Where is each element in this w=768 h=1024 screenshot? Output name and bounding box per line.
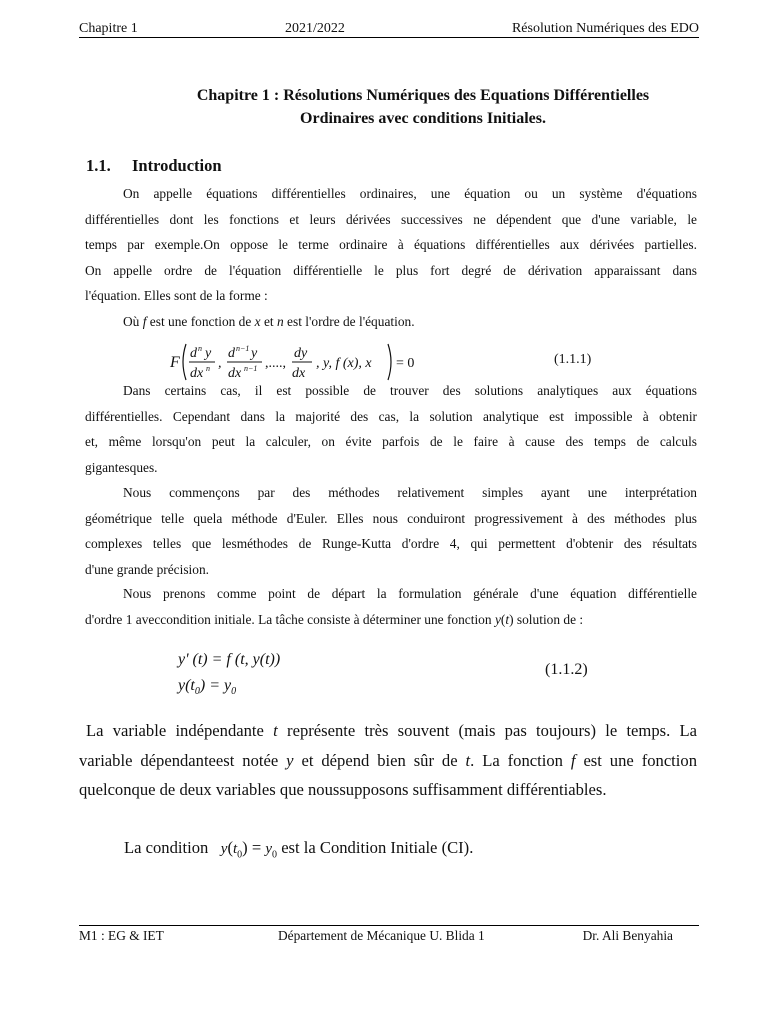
equation-2-line2: $y(t_0) = y_0$: [178, 677, 237, 698]
paragraph-analytic: [85, 378, 697, 480]
svg-text:n−1: n−1: [236, 344, 250, 353]
footer-author: Dr. Ali Benyahia: [582, 928, 673, 943]
chapter-title: [79, 84, 767, 130]
text-line: gigantesques.: [85, 459, 158, 475]
paragraph-variables: [79, 716, 697, 805]
text-line: Où f est une fonction de x et n est l'ordre de l'équation.: [123, 314, 415, 329]
svg-text:= 0: = 0: [396, 356, 415, 371]
svg-text:y: y: [205, 346, 212, 361]
text-line: complexes telles que lesméthodes de Runge-Kutta d'ordre 4, qui permettent d'obtenir des résultats: [85, 536, 697, 551]
text-line: La variable indépendante t représente très souvent (mais pas toujours) le temps. La: [86, 721, 697, 740]
equation-2-number: (1.1.2): [545, 661, 588, 678]
svg-text:F: F: [170, 354, 180, 371]
paragraph-methods: [85, 480, 697, 582]
section-title: Introduction: [132, 156, 222, 175]
paragraph-where: [85, 309, 697, 335]
svg-text:d: d: [190, 346, 197, 361]
chapter-title-line2: Ordinaires avec conditions Initiales.: [300, 110, 546, 127]
initial-condition-sentence: La condition $y(t_0) = y_0$ est la Condition Initiale (CI).: [124, 838, 474, 861]
section-number: 1.1.: [86, 156, 111, 175]
svg-text:n: n: [198, 344, 202, 353]
svg-text:dx: dx: [292, 366, 306, 381]
footer-department: Département de Mécanique U. Blida 1: [278, 928, 485, 943]
header-year: 2021/2022: [285, 21, 345, 36]
svg-text:dy: dy: [294, 346, 308, 361]
svg-text:n−1: n−1: [244, 364, 258, 373]
page-header: [79, 21, 699, 38]
paragraph-definition: [85, 181, 697, 309]
text-line: d'ordre 1 aveccondition initiale. La tâche consiste à déterminer une fonction y(t) solution de :: [85, 611, 584, 627]
text-line: d'une grande précision.: [85, 561, 210, 577]
text-line: On appelle équations différentielles ordinaires, une équation ou un système d'équations: [123, 186, 697, 201]
equation-2-line1: y' (t) = f (t, y(t)): [178, 651, 281, 668]
chapter-title-line1: Chapitre 1 : Résolutions Numériques des Equations Différentielles: [196, 87, 650, 104]
header-chapter: Chapitre 1: [79, 21, 138, 36]
svg-text:,: ,: [218, 356, 222, 371]
svg-text:n: n: [206, 364, 210, 373]
text-line: géométrique telle quela méthode d'Euler. Elles nous conduiront progressivement à des méthodes plus: [85, 510, 697, 526]
footer-program: M1 : EG & IET: [79, 928, 164, 943]
text-line: On appelle ordre de l'équation différentielle le plus fort degré de dérivation apparaissant dans: [85, 262, 697, 278]
text-line: temps par exemple.On oppose le terme ordinaire à équations différentielles aux dérivées partielles.: [85, 237, 697, 252]
text-line: quelconque de deux variables que noussupposons suffisamment différentiables.: [79, 780, 607, 799]
svg-text:dx: dx: [190, 366, 204, 381]
text-line: et, même lorsqu'on peut la calculer, on évite parfois de le faire à cause des temps de calculs: [85, 434, 697, 449]
text-line: Dans certains cas, il est possible de trouver des solutions analytiques aux équations: [123, 383, 697, 398]
section-heading: [86, 156, 222, 176]
svg-text:y: y: [251, 346, 258, 361]
text-line: Nous commençons par des méthodes relativement simples ayant une interprétation: [123, 485, 697, 500]
text-line: différentielles. Cependant dans la majorité des cas, la solution analytique est impossible à obtenir: [85, 408, 697, 424]
svg-text:dx: dx: [228, 366, 242, 381]
text-line: l'équation. Elles sont de la forme :: [85, 288, 268, 303]
page-footer: [79, 925, 699, 944]
svg-text:, y, f (x), x: , y, f (x), x: [316, 356, 372, 371]
equation-1-number: (1.1.1): [554, 352, 592, 367]
text-line: différentielles dont les fonctions et leurs dérivées successives ne dépendent que d'une variable, le: [85, 211, 697, 227]
equation-2: [178, 647, 280, 705]
svg-text:,....,: ,....,: [265, 356, 286, 371]
svg-text:d: d: [228, 346, 235, 361]
paragraph-formulation: [85, 581, 697, 632]
text-line: Nous prenons comme point de départ la formulation générale d'une équation différentielle: [123, 586, 697, 601]
text-line: variable dépendanteest notée y et dépend bien sûr de t. La fonction f est une fonction: [79, 750, 697, 770]
header-subject: Résolution Numériques des EDO: [511, 21, 699, 36]
